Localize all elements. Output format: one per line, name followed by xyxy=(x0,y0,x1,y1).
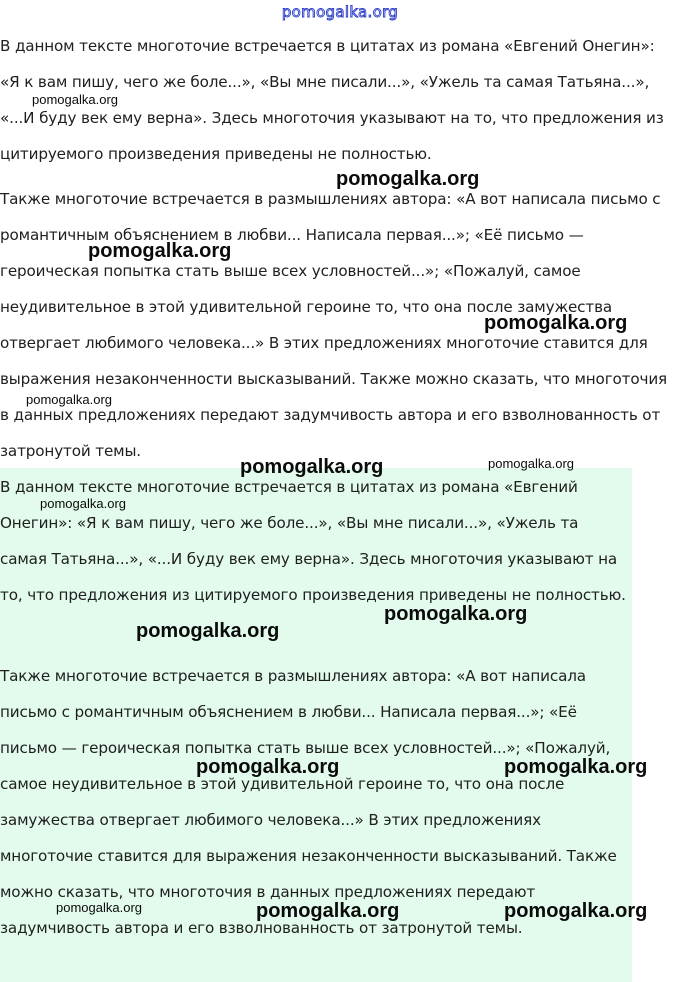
watermark: pomogalka.org xyxy=(384,603,528,625)
site-logo-link[interactable]: pomogalka.org xyxy=(281,3,399,21)
watermark: pomogalka.org xyxy=(504,900,648,922)
answer-paragraph-1: В данном тексте многоточие встречается в цитатах из романа «Евгений Онегин»: «Я к вам пишу, чего же боле...», «Вы мне писали...», «Ужель та самая Татьяна...», «...И буду век ему верна». Здесь многоточия указывают на то, что предложения из цитируемого произведения приведены не полностью. xyxy=(0,478,626,604)
watermark: pomogalka.org xyxy=(136,620,280,642)
watermark: pomogalka.org xyxy=(196,756,340,778)
watermark: pomogalka.org xyxy=(88,240,232,262)
site-header xyxy=(0,0,680,26)
watermark: pomogalka.org xyxy=(240,456,384,478)
watermark: pomogalka.org xyxy=(40,496,126,511)
watermark: pomogalka.org xyxy=(56,900,142,915)
watermark: pomogalka.org xyxy=(336,168,480,190)
original-paragraph-2: Также многоточие встречается в размышлениях автора: «А вот написала письмо с романтичным объяснением в любви... Написала первая...»; «Её письмо — героическая попытка стать выше всех условностей...»; «Пожалуй, самое неудивительное в этой удивительной героине то, что она после замужества отвергает любимого человека...» В этих предложениях многоточие ставится для выражения незаконченности высказываний. Также можно сказать, что многоточия в данных предложениях передают задумчивость автора и его взволнованность от затронутой темы. xyxy=(0,190,668,460)
watermark: pomogalka.org xyxy=(256,900,400,922)
original-paragraph-1: В данном тексте многоточие встречается в цитатах из романа «Евгений Онегин»: «Я к вам пишу, чего же боле...», «Вы мне писали...», «Ужель та самая Татьяна...», «...И буду век ему верна». Здесь многоточия указывают на то, что предложения из цитируемого произведения приведены не полностью. xyxy=(0,37,664,163)
watermark: pomogalka.org xyxy=(484,312,628,334)
watermark: pomogalka.org xyxy=(32,92,118,107)
watermark: pomogalka.org xyxy=(26,392,112,407)
answer-paragraph-2: Также многоточие встречается в размышлениях автора: «А вот написала письмо с романтичным объяснением в любви... Написала первая...»; «Её письмо — героическая попытка стать выше всех условностей...»; «Пожалуй, самое неудивительное в этой удивительной героине то, что она после замужества отвергает любимого человека...» В этих предложениях многоточие ставится для выражения незаконченности высказываний. Также можно сказать, что многоточия в данных предложениях передают задумчивость автора и его взволнованность от затронутой темы. xyxy=(0,667,617,937)
watermark: pomogalka.org xyxy=(504,756,648,778)
watermark: pomogalka.org xyxy=(488,456,574,471)
